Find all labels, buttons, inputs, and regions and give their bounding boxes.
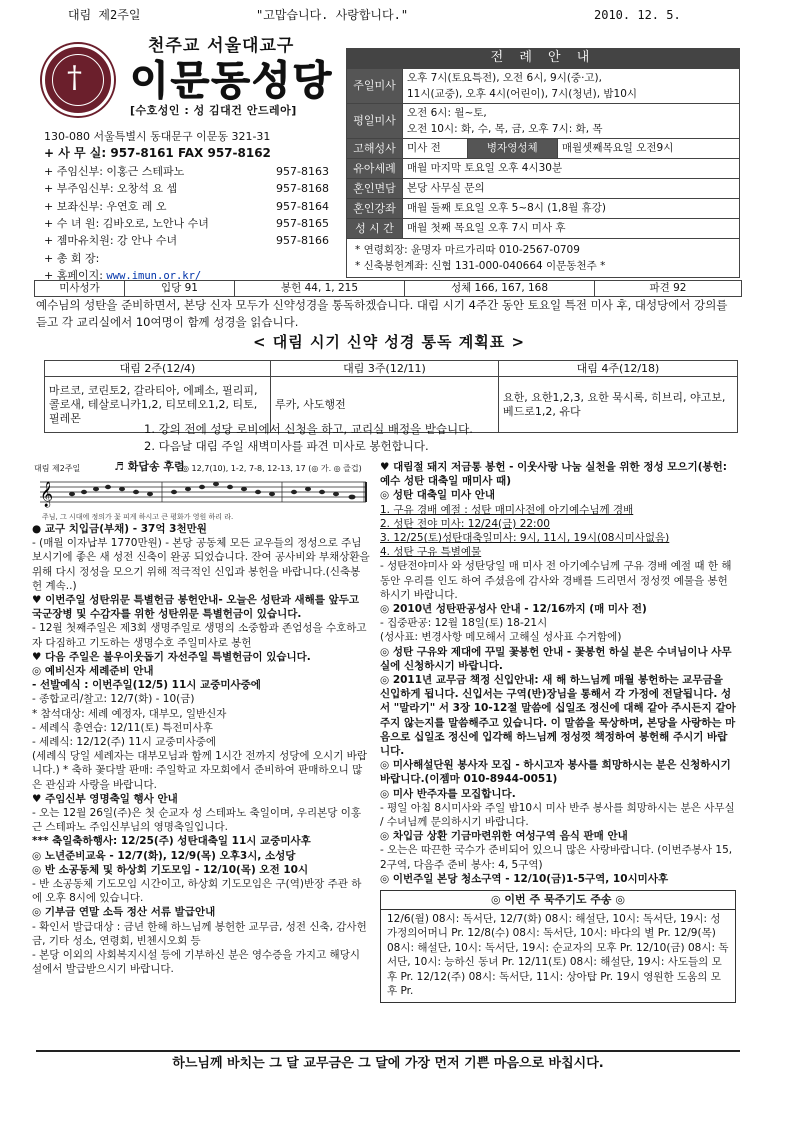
notice-text: 4. 성탄 구유 특별예물 <box>380 546 482 559</box>
notice-heading: ◎ 성탄 대축일 미사 안내 <box>380 489 496 502</box>
plan-header: 대림 4주(12/18) <box>499 361 738 377</box>
notice-heading: ◎ 노년준비교육 - 12/7(화), 12/9(목) 오후3시, 소성당 <box>32 849 296 862</box>
homepage-link[interactable]: www.imun.or.kr/ <box>106 270 202 283</box>
notice-text: - 확인서 발급대상 : 금년 한해 하느님께 봉헌한 교무금, 성전 신축, 감사헌금, 기타 성소, 연령회, 빈첸시오회 등 <box>32 920 367 947</box>
notice-text: ♥ 대림절 돼지 저금통 봉헌 - 이웃사랑 나눔 실천을 위한 정성 모으기(봉헌: 예수 성탄 대축일 매미사 때) <box>380 461 727 488</box>
notice-text: 2. 성탄 전야 미사: 12/24(금) 22:00 <box>380 517 550 530</box>
notice-text: * 참석대상: 세례 예정자, 대부모, 일반신자 <box>32 707 227 720</box>
hymns-label: 미사성가 <box>35 281 125 297</box>
notice-text: ◎ 성탄 구유와 제대에 꾸밀 꽃봉헌 안내 - 꽃봉헌 하실 분은 수녀님이나 사무실에 신청하시기 바랍니다. <box>380 645 732 672</box>
diocese-name: 천주교 서울대교구 <box>148 36 295 56</box>
notice-text: - 종합교리/찰고: 12/7(화) - 10(금) <box>32 693 195 706</box>
notice-heading: ◎ 차입금 상환 기금마련위한 여성구역 음식 판매 안내 <box>380 830 628 843</box>
plan-header: 대림 3주(12/11) <box>271 361 499 377</box>
notice-text: - 12월 첫째주일은 제3회 생명주일로 생명의 소중함과 존엄성을 수호하고자 다짐하고 기도하는 생명수호 주일미사로 봉헌 <box>32 622 367 649</box>
infant-baptism-label: 유아세례 <box>347 159 403 179</box>
plan-cell: 요한, 요한1,2,3, 요한 묵시록, 히브리, 야고보, 베드로1,2, 유다 <box>499 377 738 433</box>
marriage-interview-label: 혼인면담 <box>347 179 403 199</box>
svg-text:𝄞: 𝄞 <box>40 482 54 507</box>
rosary-prayer-title: ◎ 이번 주 묵주기도 주송 ◎ <box>381 893 735 910</box>
notice-text: - 오는은 따끈한 국수가 준비되어 있으니 많은 사랑바랍니다. (이번주봉사 15, 2구역, 다음주 준비 봉사: 4, 5구역) <box>380 844 733 871</box>
plan-note: 2. 다음날 대림 주일 새벽미사를 파견 미사로 봉헌합니다. <box>144 439 429 453</box>
notice-text: - 오는 12월 26일(주)은 첫 순교자 성 스테파노 축일이며, 우리본당 이홍근 스테파노 주임신부님의 영명축일입니다. <box>32 807 361 834</box>
schedule-notes: * 연령회장: 윤명자 마르가리따 010-2567-0709 * 신축봉헌계좌: 신협 131-000-040664 이문동천주 * <box>347 239 740 278</box>
notice-text: (성사표: 변경사항 메모해서 고해실 성사표 수거함에) <box>380 631 622 644</box>
marriage-lecture-label: 혼인강좌 <box>347 199 403 219</box>
footer-message: 하느님께 바치는 그 달 교무금은 그 달에 가장 먼저 기쁜 마음으로 바칩시다. <box>36 1050 740 1072</box>
parish-logo <box>42 44 114 116</box>
patron-saint: [수호성인 : 성 김대건 안드레아] <box>130 104 297 117</box>
notice-text: ◎ 미사해설단원 봉사자 모집 - 하시고자 봉사를 희망하시는 분은 신청하시기 바랍니다.(이젬마 010-8944-0051) <box>380 759 731 786</box>
sunday-mass-times: 오후 7시(토요특전), 오전 6시, 9시(중·고), 11시(교중), 오후 4시(어린이), 7시(청년), 밤10시 <box>403 69 740 104</box>
confession-value: 미사 전 <box>403 139 468 159</box>
notice-heading: ◎ 반 소공동체 및 하상회 기도모임 - 12/10(목) 오전 10시 <box>32 863 309 876</box>
address: 130-080 서울특별시 동대문구 이문동 321-31 <box>44 130 271 143</box>
schedule-title: 전 례 안 내 <box>347 49 740 69</box>
plan-header: 대림 2주(12/4) <box>45 361 271 377</box>
rosary-prayer-box <box>380 890 736 1003</box>
hymn-recessional: 파견 92 <box>595 281 742 297</box>
confession-label: 고해성사 <box>347 139 403 159</box>
office-phone: + 사 무 실: 957-8161 FAX 957-8162 <box>44 146 271 161</box>
contact-row: + 수 녀 원: 김바오로, 노안나 수녀 957-8165 <box>44 216 329 230</box>
notice-heading: ◎ 2010년 성탄판공성사 안내 - 12/16까지 (매 미사 전) <box>380 603 647 616</box>
notice-text: ◎ 2011년 교무금 책정 신입안내: 새 해 하느님께 매월 봉헌하는 교무금을 신입하게 됩니다. 신입서는 구역(반)장님을 통해서 각 가정에 전달됩니다. 성서 "말라기" 서 3장 10-12절 말씀에 십일조 정신에 대해 같아 주시든지 같아주지 않는지를 말씀해주고 있습니다. 이 말씀을 묵상하며, 본당을 사랑하는 마음으로 십일조 정신에 입각해 하느님께 정성껏 책정하여 봉헌해 주시기 바랍니다. <box>380 674 736 758</box>
reading-plan-title: < 대림 시기 신약 성경 통독 계획표 > <box>252 333 526 351</box>
music-staff <box>32 474 370 510</box>
notice-heading: ◎ 기부금 연말 소득 정산 서류 발급안내 <box>32 906 216 919</box>
holy-hour-value: 매월 첫째 목요일 오후 7시 미사 후 <box>403 219 740 239</box>
plan-notes <box>144 421 744 455</box>
hymn-communion: 성체 166, 167, 168 <box>405 281 595 297</box>
notice-heading: ♥ 다음 주일은 불우이웃돕기 자선주일 특별헌금이 있습니다. <box>32 650 311 663</box>
plan-cell: 루카, 사도행전 <box>271 377 499 433</box>
hymn-offertory: 봉헌 44, 1, 215 <box>235 281 405 297</box>
responsorial-psalm: 대림 제2주일 ♬ 화답송 후렴 ◎ 12,7(10), 1-2, 7-8, 12-13, 17 (◎ 가. ◎ 즐겁) 𝄞 주님, 그 시대에 정의가 꽃 피게 하시고 큰 평화가 영원 하리 라. <box>32 460 370 522</box>
left-column <box>32 460 370 977</box>
infant-baptism-value: 매월 마지막 토요일 오후 4시30분 <box>403 159 740 179</box>
right-column <box>380 460 736 1003</box>
notice-text: ♥ 이번주일 성탄위문 특별헌금 봉헌안내- 오늘은 성탄과 새해를 앞두고 국군장병 및 수감자를 위한 성탄위문 특별헌금이 있습니다. <box>32 594 360 621</box>
contact-row: + 부주임신부: 오창석 요 셉 957-8168 <box>44 182 329 196</box>
marriage-interview-value: 본당 사무실 문의 <box>403 179 740 199</box>
motto: "고맙습니다. 사랑합니다." <box>256 8 409 22</box>
notice-heading: ♥ 주임신부 영명축일 행사 안내 <box>32 792 178 805</box>
plan-note: 1. 강의 전에 성당 로비에서 신청을 하고, 교리실 배정을 받습니다. <box>144 422 473 436</box>
marriage-lecture-value: 매월 둘째 토요일 오후 5~8시 (1,8월 휴강) <box>403 199 740 219</box>
notice-text: (세례식 당일 세례자는 대부모님과 함께 1시간 전까지 성당에 오시기 바랍니다.) * 축하 꽃다발 판매: 주일학교 자모회에서 준비하여 판매하오니 많은 관심과 사랑을 바랍니다. <box>32 750 367 791</box>
sick-communion-label: 병자영성체 <box>467 139 557 159</box>
contact-block <box>44 128 344 285</box>
notice-heading: ◎ 이번주일 본당 청소구역 - 12/10(금)1-5구역, 10시미사후 <box>380 872 669 885</box>
notice-text: 1. 구유 경배 예절 : 성탄 매미사전에 아기예수님께 경배 <box>380 503 634 516</box>
cross-icon: † <box>67 60 82 95</box>
notice-text: - 집중판공: 12월 18일(토) 18-21시 <box>380 617 548 630</box>
plan-cell: 마르코, 코린토2, 갈라티아, 에페소, 필리피, 콜로새, 테살로니카1,2, 티모테오1,2, 티토, 필레몬 <box>45 377 271 433</box>
sunday-mass-label: 주일미사 <box>347 69 403 104</box>
rosary-prayer-schedule: 12/6(월) 08시: 독서단, 12/7(화) 08시: 해설단, 10시: 독서단, 19시: 성가정의어머니 Pr. 12/8(수) 08시: 독서단, 10시: 바다의 별 Pr. 12/9(목) 08시: 해설단, 10시: 독서단, 19시: 순교자의 모후 Pr. 12/10(금) 08시: 독서단, 10시: 능하신 동녀 Pr. 12/11(토) 08시: 해설단, 19시: 사도들의 모후 Pr. 12/12(주) 08시: 독서단, 11시: 상아탑 Pr. 19시 영원한 도움의 모후 Pr. <box>387 912 729 998</box>
contact-row: + 총 회 장: <box>44 251 100 265</box>
notice-text: - (매월 이자납부 1770만원) - 본당 공동체 모든 교우들의 정성으로 주님 보시기에 좋은 새 성전 신축이 완공 되었습니다. 잔여 공사비와 부채상환을 위해 다시 정성을 모으기 위해 적극적인 신입과 봉헌을 바랍니다.(신축봉헌 계속..) <box>32 537 370 592</box>
bible-reading-intro: 예수님의 성탄을 준비하면서, 본당 신자 모두가 신약성경을 통독하겠습니다. 대림 시기 4주간 동안 토요일 특전 미사 후, 대성당에서 강의를 듣고 각 교리실에서 10여명이 함께 성경을 읽습니다. <box>36 298 728 329</box>
mass-hymns-bar <box>34 280 742 297</box>
parish-name: 이문동성당 <box>130 58 334 104</box>
notice-heading: ◎ 미사 반주자를 모집합니다. <box>380 787 516 800</box>
notice-text: - 평일 아침 8시미사와 주일 밤10시 미사 반주 봉사를 희망하시는 분은 사무실 / 수녀님께 문의하시기 바랍니다. <box>380 801 735 829</box>
holy-hour-label: 성 시 간 <box>347 219 403 239</box>
notice-text: - 세례식: 12/12(주) 11시 교중미사중에 <box>32 736 217 749</box>
contact-row: + 젬마유치원: 강 안나 수녀 957-8166 <box>44 234 329 248</box>
notice-heading: - 선발예식 : 이번주일(12/5) 11시 교중미사중에 <box>32 679 261 692</box>
sick-communion-value: 매월셋째목요일 오전9시 <box>557 139 739 159</box>
notice-text: - 반 소공동체 기도모임 시간이고, 하상회 기도모임은 구(역)반장 주관 하에 오후 8시에 있습니다. <box>32 878 362 905</box>
weekday-mass-times: 오전 6시: 월~토, 오전 10시: 화, 수, 목, 금, 오후 7시: 화, 목 <box>403 104 740 139</box>
notice-text: - 세례식 총연습: 12/11(토) 특전미사후 <box>32 721 213 734</box>
issue-date: 2010. 12. 5. <box>594 8 681 22</box>
notice-heading: ● 교구 치입금(부채) - 37억 3천만원 <box>32 523 207 535</box>
notice-heading: ◎ 예비신자 세례준비 안내 <box>32 665 154 678</box>
liturgy-schedule <box>346 48 740 278</box>
notice-text: 3. 12/25(토)성탄대축일미사: 9시, 11시, 19시(08시미사없음) <box>380 532 670 545</box>
hymn-entrance: 입당 91 <box>125 281 235 297</box>
notice-text: - 본당 이외의 사회복지시설 등에 기부하신 분은 영수증을 가지고 해당시설에서 발급받으시기 바랍니다. <box>32 949 360 976</box>
homepage: + 홈페이지: www.imun.or.kr/ <box>44 269 202 283</box>
contact-row: + 주임신부: 이홍근 스테파노 957-8163 <box>44 164 329 178</box>
top-line <box>38 8 758 24</box>
notice-text: - 성탄전야미사 와 성탄당일 매 미사 전 아기예수님께 구유 경배 예절 때 한 해 동안 우리를 인도 하여 주셨음에 감사와 경배를 드리면서 정성껏 예물을 봉헌하시기 바랍니다. <box>380 560 732 601</box>
contact-row: + 보좌신부: 우연호 레 오 957-8164 <box>44 199 329 213</box>
notice-text: *** 축일축하행사: 12/25(주) 성탄대축일 11시 교중미사후 <box>32 835 311 848</box>
weekday-mass-label: 평일미사 <box>347 104 403 139</box>
liturgical-week: 대림 제2주일 <box>68 8 141 22</box>
